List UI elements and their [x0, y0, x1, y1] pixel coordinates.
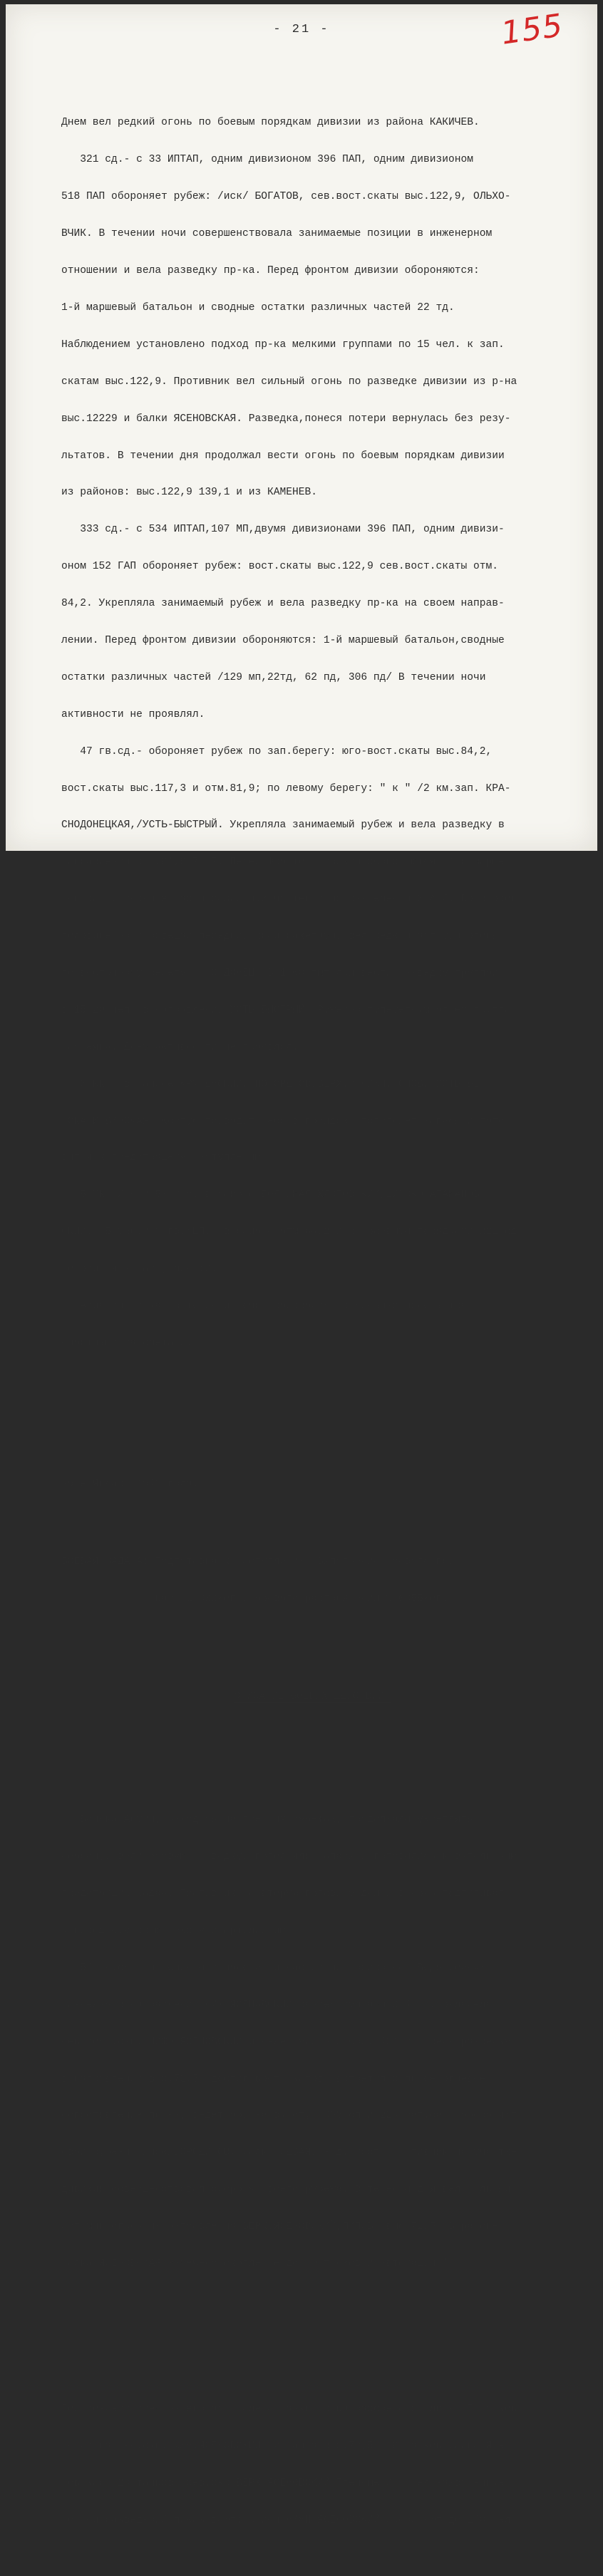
text-line: Войска Армии, находясь на прежних рубежах, продолжали укреплять [61, 1814, 474, 1826]
combat-task-underline: ============== [61, 1593, 149, 1605]
text-line: свои рубежи: /иск/БОРОДИНОВ, балка ЛЕВАЯ, ж.д. мост. Противник на участке [61, 2147, 517, 2159]
text-line: скатам выс.122,9. Противник вел сильный огонь по разведке дивизии из р-на [61, 376, 517, 388]
text-line: половине ночи,освещая передний край ракетами, вел редкий арт.мин.огонь [61, 931, 499, 943]
text-line: оном 152 ГАП обороняет рубеж: вост.скаты выс.122,9 сев.вост.скаты отм. [61, 561, 499, 573]
text-line: отношении и вела разведку пр-ка. Перед фронтом дивизии обороняются: [61, 265, 480, 277]
text-line: арт.мин.огонь из направления ВЕРХ.ЯСЕНОВСКИЙ,ЛИПОВ, выс.72,5. В районе [61, 2221, 499, 2233]
text-line: в направлении выс.72,5 достиг вост.скатов, встретил сильное огневое [61, 2073, 486, 2085]
text-line: вышли на южн.окр. ЮЖН.ЯСЕНОВСКИЙ; 2 танка-выс.72,5 ; 9 танков-балка Ясе- [61, 2441, 511, 2453]
text-line: Наблюдением установлено подход пр-ка мелкими группами по 15 чел. к зап. [61, 338, 505, 351]
text-line: СНОДОНЕЦКАЯ,/УСТЬ-БЫСТРЫЙ. Укрепляла занимаемый рубеж и вела разведку в [61, 819, 505, 832]
text-line: ЛОКАЛИТВИНСКАЯ. Корпус приводит себя в порядок, пополняет запасы и гото- [61, 1115, 511, 1127]
text-line: 47 гв.сд.- обороняет рубеж по зап.берегу: юго-вост.скаты выс.84,2, [61, 745, 493, 757]
combat-task-label: БОЕВАЯ ЗАДАЧА: [61, 1556, 149, 1568]
text-line: сопротивление пр-ка, ведет бой за высоту. 365 сп и 224 сап.ба-н обороняют [61, 2110, 517, 2122]
text-line: готовится к наступлению/. [61, 1263, 217, 1276]
text-line: 518 ПАП обороняет рубеж: /иск/ БОГАТОВ, сев.вост.скаты выс.122,9, ОЛЬХО- [61, 191, 511, 203]
text-line: к переднему краю пехоту и артиллерию. [61, 1925, 293, 1937]
text-line: вый ба-н, сводные части различных частей и подразделений 8 АШД. Во второй [61, 894, 517, 906]
combat-task [61, 1532, 603, 1630]
section-title: ОПИСАНИЕ БОЕВЫХ ДЕЙСТВИЙ: [234, 1691, 391, 1703]
text-line: вится к предстоящему наступлению. [61, 1152, 268, 1164]
text-line: Авиация пр-ка в течении ночи производила отдельные полеты тран- [61, 1300, 480, 1312]
text-line: разведку в направлении НИЖ.ЯСЕНОВСКИЙ разведгруппами 634 сп, овладела [61, 1999, 493, 2011]
text-line: 54 гв.сд.- изменений в положении частей не произошло. Ведя боевую [61, 1962, 486, 1974]
text-line: спортными самолетами. [61, 1337, 192, 1349]
paragraph-3 [61, 2379, 603, 2552]
text-line: оборону, вели боевую разведку, пополняли запасы и готовились к выполнению [61, 1851, 517, 1863]
date-heading-row [61, 1473, 603, 1490]
text-line: льтатов. В течении дня продолжал вести огонь по боевым порядкам дивизии [61, 450, 505, 462]
section-underline: ========================== [197, 1740, 359, 1752]
text-line: в 15-20 чел. в направлении УСТЬ-БЫСТРЫЙ. Ружейно-пулеметным огнем группа [61, 1004, 511, 1016]
text-line: активности не проявлял. [61, 708, 205, 720]
text-line: СКИЙ. 45 мбр.и 3 гв.МЦП.- в районе отм.64,2 / за боевыми порядками 321 сд [61, 1226, 517, 1238]
archive-stamp-number: 155 [498, 7, 566, 52]
text-line: лении. Перед фронтом дивизии обороняются: 1-й маршевый батальон,сводные [61, 634, 505, 646]
text-line: Под воздействием нашего арт.налета танки пр-ка рассредоточились: 7 танков [61, 2404, 517, 2416]
text-line: 8 КК.- в районе КРУТЕНСКИЙ, ПОГОРЕЛОВ,ВЕРХ.и НИЖН.ПОПОВ, УСТЬ-БЕ- [61, 1078, 486, 1090]
text-line: направлении отм.91,9 71,7. Перед Фронтом дивизии обороняются: 1-й марше- [61, 857, 511, 869]
combat-task-text: Подготовка к наступлению. Выполнение боевого при- [148, 1556, 461, 1568]
section-heading [61, 1679, 603, 1716]
text-line: 321 сд.- с 33 ИПТАП, одним дивизионом 396 ПАП, одним дивизионом [61, 154, 474, 166]
text-line: по восточному берегу р. С-ДОНЕЦ. В 1-00 пытался вести разведку группой [61, 967, 499, 979]
text-line: выс.12229 и балки ЯСЕНОВСКАЯ. Разведка,понеся потери вернулась без резу- [61, 413, 511, 425]
text-line: ВЧИК. В течении ночи совершенствовала занимаемые позиции в инженерном [61, 228, 493, 240]
text-line: остатки различных частей /129 мп,22тд, 62 пд, 306 пд/ В течении ночи [61, 671, 486, 683]
text-line: Днем вел редкий огонь по боевым порядкам дивизии из района КАКИЧЕВ. [61, 117, 480, 129]
text-line: 1-й маршевый батальон и сводные остатки различных частей 22 тд. [61, 301, 455, 314]
text-line: 333 сд.- с 534 ИПТАП,107 МП,двумя дивизионами 396 ПАП, одним дивизи- [61, 524, 505, 536]
text-line: балка ЯСЕНОВСКАЯ замечено скопление до 40 танков и автомашин.' [61, 2257, 448, 2270]
text-line: 5 МК.-/49 и 50 мбр.-в районе БОЛ.ИМАЛ.ХЛОПОВСКИЙ,ШИРОКО-АТАМАНОВ- [61, 1189, 486, 1201]
text-line: дивизии совершенствовал оборону своего рубежа. В течении дня вел сильный [61, 2184, 511, 2196]
date-heading: 29-е Января 1943 года. [61, 1478, 199, 1490]
combat-task-text-2: каза № 006/оп и боевого распоряжения № 0055/оп. [148, 1593, 448, 1605]
document-page [6, 4, 597, 2526]
text-line: вост.скаты выс.117,3 и отм.81,9; по левому берегу: " к " /2 км.зап. КРА- [61, 782, 511, 795]
text-line: предстоящих задач. Противник за вторую половину дня и в ночь подтягивал [61, 1888, 505, 1900]
paragraph-1 [61, 93, 603, 1375]
text-line: сев.вост.окр. НИЖН.ЯСЕНОВСКИЙ и ведет уличный бой. 421 сп, ведя разведку [61, 2036, 511, 2048]
text-line: ночной разведкой/ показывают: район НИЖН.ЯСЕНОВСКИЙ обороняют до 140 чел. [61, 2514, 517, 2526]
document-body [61, 56, 603, 2576]
text-line: 84,2. Укрепляла занимаемый рубеж и вела разведку пр-ка на своем направ- [61, 598, 505, 610]
text-line: рассеяна. Днем активности не проявлял. [61, 1041, 299, 1053]
paragraph-2 [61, 1790, 603, 2295]
text-line: из районов: выс.122,9 139,1 и из КАМЕНЕВ. [61, 487, 318, 499]
page-number: - 21 - [273, 23, 330, 36]
text-line: новская; 20 танков- сев.окр.ВЕРХ.ЯСЕНОВСКИЙ.Пленные / 3 чел.захваченные [61, 2478, 505, 2489]
